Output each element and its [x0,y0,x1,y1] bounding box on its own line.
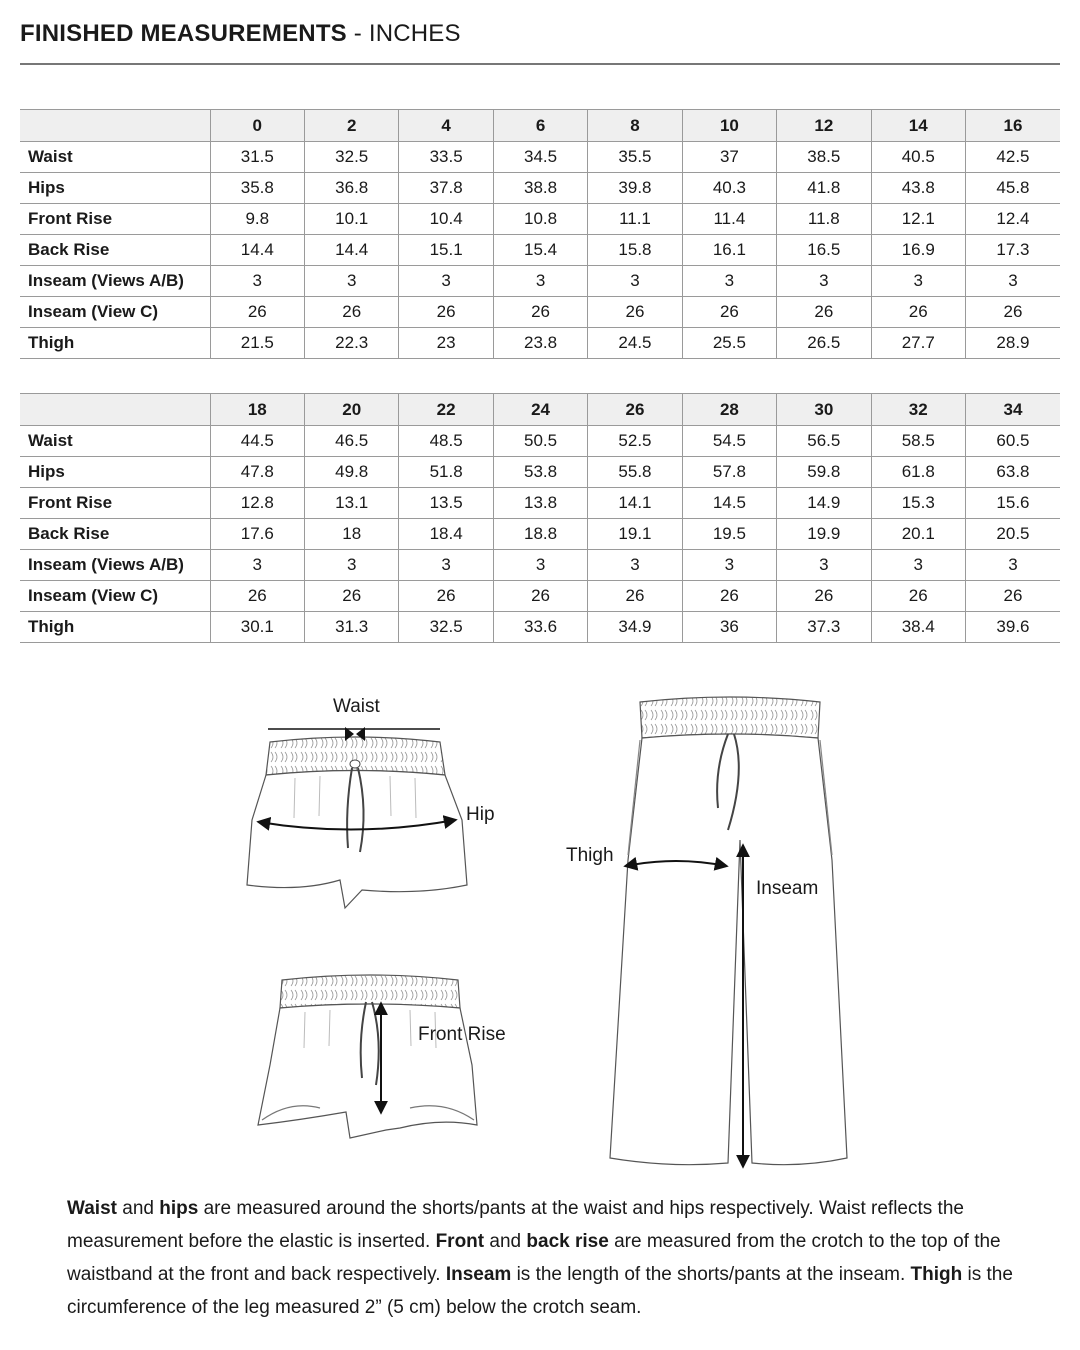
measurement-cell: 3 [588,550,682,581]
measurement-cell: 39.6 [965,612,1060,643]
table-header-row [20,394,1060,426]
measurement-cell: 57.8 [682,457,776,488]
measurement-cell: 55.8 [588,457,682,488]
measurement-cell: 18.4 [399,519,493,550]
header-corner [20,110,210,142]
measurement-cell: 37.8 [399,173,493,204]
measurement-cell: 3 [682,550,776,581]
measurement-cell: 26 [871,297,965,328]
size-header: 26 [588,394,682,426]
title-divider [20,63,1060,65]
measurement-cell: 39.8 [588,173,682,204]
row-label: Front Rise [20,488,210,519]
measurements-table-sizes-18-34 [20,393,1060,643]
measurement-cell: 3 [682,266,776,297]
row-label: Back Rise [20,519,210,550]
row-label: Hips [20,173,210,204]
row-label: Waist [20,142,210,173]
measurement-cell: 15.6 [965,488,1060,519]
measurement-cell: 26 [493,581,587,612]
title-bold: FINISHED MEASUREMENTS [20,20,347,47]
table-row [20,457,1060,488]
table-row [20,519,1060,550]
row-label: Inseam (Views A/B) [20,266,210,297]
measurement-cell: 20.1 [871,519,965,550]
header-corner [20,394,210,426]
measurement-cell: 26 [305,297,399,328]
measurement-cell: 3 [965,550,1060,581]
size-header: 14 [871,110,965,142]
measurement-cell: 3 [493,550,587,581]
row-label: Inseam (View C) [20,581,210,612]
measurement-cell: 58.5 [871,426,965,457]
garment-diagrams [0,680,1080,1180]
measurement-cell: 40.5 [871,142,965,173]
size-header: 10 [682,110,776,142]
measurement-cell: 31.5 [210,142,304,173]
measurement-cell: 26 [682,297,776,328]
measurement-cell: 3 [305,550,399,581]
measurement-cell: 3 [871,266,965,297]
table-header-row [20,110,1060,142]
notes-text: is the length of the shorts/pants at the inseam. [511,1264,911,1285]
measurement-cell: 12.4 [965,204,1060,235]
measurement-cell: 10.4 [399,204,493,235]
measurement-cell: 52.5 [588,426,682,457]
measurement-cell: 38.4 [871,612,965,643]
label-waist: Waist [333,696,380,717]
notes-text: are measured from the crotch to the top of the waistband at the front and back respectively. [67,1231,1001,1285]
measurement-cell: 25.5 [682,328,776,359]
label-inseam: Inseam [756,878,819,899]
measurement-cell: 14.4 [305,235,399,266]
measurement-cell: 53.8 [493,457,587,488]
measurement-cell: 3 [399,550,493,581]
measurement-cell: 26 [965,581,1060,612]
measurement-cell: 11.1 [588,204,682,235]
row-label: Hips [20,457,210,488]
measurement-cell: 3 [871,550,965,581]
table-row [20,173,1060,204]
measurement-cell: 3 [493,266,587,297]
size-header: 6 [493,110,587,142]
measurement-cell: 14.9 [777,488,871,519]
term-thigh: Thigh [910,1264,963,1285]
measurement-cell: 17.6 [210,519,304,550]
size-header: 22 [399,394,493,426]
measurement-cell: 21.5 [210,328,304,359]
size-header: 4 [399,110,493,142]
measurement-cell: 19.1 [588,519,682,550]
measurement-cell: 9.8 [210,204,304,235]
measurement-cell: 54.5 [682,426,776,457]
row-label: Front Rise [20,204,210,235]
size-header: 24 [493,394,587,426]
measurement-cell: 12.1 [871,204,965,235]
size-header: 0 [210,110,304,142]
measurement-cell: 17.3 [965,235,1060,266]
measurement-cell: 22.3 [305,328,399,359]
measurement-cell: 16.5 [777,235,871,266]
measurement-cell: 26 [871,581,965,612]
measurement-cell: 23 [399,328,493,359]
measurement-cell: 10.1 [305,204,399,235]
measurement-cell: 3 [777,550,871,581]
measurement-cell: 30.1 [210,612,304,643]
page-title [20,20,461,48]
size-header: 8 [588,110,682,142]
measurement-cell: 46.5 [305,426,399,457]
title-unit: - INCHES [353,20,461,47]
measurement-cell: 35.5 [588,142,682,173]
size-header: 12 [777,110,871,142]
label-front-rise: Front Rise [418,1024,506,1045]
measurement-cell: 24.5 [588,328,682,359]
measurement-cell: 13.5 [399,488,493,519]
measurement-cell: 26 [682,581,776,612]
measurement-cell: 10.8 [493,204,587,235]
measurement-cell: 16.9 [871,235,965,266]
measurement-cell: 18 [305,519,399,550]
measurement-cell: 37.3 [777,612,871,643]
measurement-cell: 34.5 [493,142,587,173]
size-header: 28 [682,394,776,426]
measurement-cell: 40.3 [682,173,776,204]
notes-text: and [484,1231,527,1252]
measurement-cell: 3 [210,266,304,297]
measurement-cell: 42.5 [965,142,1060,173]
table-row [20,328,1060,359]
measurement-cell: 15.8 [588,235,682,266]
size-header: 2 [305,110,399,142]
measurement-cell: 3 [210,550,304,581]
shorts-diagram-waist-hip [247,727,467,908]
measurement-notes [67,1192,1027,1324]
measurement-cell: 26 [399,297,493,328]
measurement-cell: 19.9 [777,519,871,550]
measurement-cell: 19.5 [682,519,776,550]
measurement-cell: 15.3 [871,488,965,519]
measurement-cell: 14.4 [210,235,304,266]
measurement-cell: 48.5 [399,426,493,457]
measurement-cell: 26 [965,297,1060,328]
measurement-cell: 26 [493,297,587,328]
measurement-cell: 49.8 [305,457,399,488]
size-header: 16 [965,110,1060,142]
measurement-cell: 26 [777,297,871,328]
term-back-rise: back rise [526,1231,609,1252]
measurement-cell: 26.5 [777,328,871,359]
size-header: 32 [871,394,965,426]
measurement-cell: 12.8 [210,488,304,519]
size-header: 20 [305,394,399,426]
measurement-cell: 11.8 [777,204,871,235]
measurement-cell: 38.5 [777,142,871,173]
measurement-cell: 31.3 [305,612,399,643]
row-label: Inseam (View C) [20,297,210,328]
measurement-cell: 38.8 [493,173,587,204]
measurement-cell: 34.9 [588,612,682,643]
table-row [20,235,1060,266]
measurement-cell: 15.4 [493,235,587,266]
measurement-cell: 23.8 [493,328,587,359]
table-row [20,204,1060,235]
measurement-cell: 3 [399,266,493,297]
measurement-cell: 32.5 [399,612,493,643]
measurement-cell: 26 [210,581,304,612]
measurement-cell: 63.8 [965,457,1060,488]
label-hip: Hip [466,804,495,825]
measurement-cell: 36 [682,612,776,643]
measurement-cell: 26 [210,297,304,328]
measurement-cell: 13.1 [305,488,399,519]
measurement-cell: 20.5 [965,519,1060,550]
measurement-cell: 26 [588,581,682,612]
measurement-cell: 18.8 [493,519,587,550]
measurement-cell: 36.8 [305,173,399,204]
measurement-cell: 56.5 [777,426,871,457]
measurement-cell: 33.6 [493,612,587,643]
measurement-cell: 3 [965,266,1060,297]
measurement-cell: 35.8 [210,173,304,204]
measurement-cell: 14.1 [588,488,682,519]
size-header: 30 [777,394,871,426]
measurement-cell: 26 [777,581,871,612]
measurement-cell: 3 [588,266,682,297]
table-row [20,550,1060,581]
row-label: Inseam (Views A/B) [20,550,210,581]
row-label: Waist [20,426,210,457]
measurement-cell: 33.5 [399,142,493,173]
table-row [20,266,1060,297]
measurement-cell: 3 [777,266,871,297]
table-row [20,426,1060,457]
table-row [20,142,1060,173]
measurement-cell: 59.8 [777,457,871,488]
row-label: Thigh [20,612,210,643]
row-label: Back Rise [20,235,210,266]
term-hips: hips [159,1198,199,1219]
size-header: 18 [210,394,304,426]
table-row [20,581,1060,612]
label-thigh: Thigh [566,845,614,866]
measurement-cell: 41.8 [777,173,871,204]
term-inseam: Inseam [445,1264,512,1285]
measurement-cell: 51.8 [399,457,493,488]
measurements-table-sizes-0-16 [20,109,1060,359]
measurement-cell: 3 [305,266,399,297]
notes-text: and [116,1198,160,1219]
measurement-cell: 60.5 [965,426,1060,457]
measurement-cell: 50.5 [493,426,587,457]
measurement-cell: 16.1 [682,235,776,266]
measurement-cell: 45.8 [965,173,1060,204]
notes-text: are measured around the shorts/pants at the waist and hips respectively. Waist reflects the measurement before the elastic is inserted. [67,1198,964,1252]
measurement-cell: 13.8 [493,488,587,519]
table-row [20,297,1060,328]
term-waist: Waist [67,1198,117,1219]
measurement-cell: 11.4 [682,204,776,235]
measurement-cell: 32.5 [305,142,399,173]
table-row [20,612,1060,643]
measurement-cell: 28.9 [965,328,1060,359]
measurement-cell: 26 [305,581,399,612]
notes-text: is the circumference of the leg measured 2” (5 cm) below the crotch seam. [67,1264,1013,1318]
measurement-cell: 47.8 [210,457,304,488]
measurement-cell: 43.8 [871,173,965,204]
term-front: Front [435,1231,485,1252]
table-row [20,488,1060,519]
shorts-diagram-front-rise [258,975,477,1138]
measurement-cell: 14.5 [682,488,776,519]
measurement-cell: 27.7 [871,328,965,359]
measurement-cell: 44.5 [210,426,304,457]
measurement-cell: 15.1 [399,235,493,266]
measurement-cell: 37 [682,142,776,173]
measurement-cell: 26 [399,581,493,612]
size-header: 34 [965,394,1060,426]
measurement-cell: 61.8 [871,457,965,488]
row-label: Thigh [20,328,210,359]
measurement-cell: 26 [588,297,682,328]
pants-diagram-thigh-inseam [610,697,847,1166]
